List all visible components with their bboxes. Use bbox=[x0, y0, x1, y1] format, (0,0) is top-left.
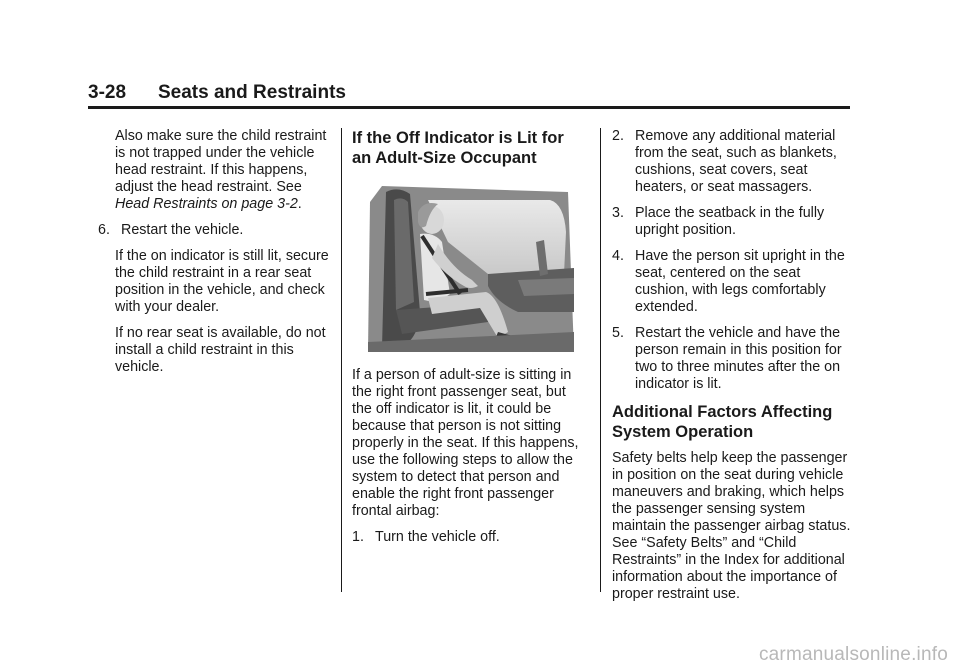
step-text: Turn the vehicle off. bbox=[375, 529, 500, 545]
step-number: 2. bbox=[612, 128, 624, 144]
paragraph-adult-occupant: If a person of adult-size is sitting in the right front passenger seat, but the off indicator is lit, it could be because that person is not sitting properly in the seat. If this happens, use the following steps to allow the system to detect that person and enable the right front passenger frontal airbag: bbox=[352, 367, 579, 519]
page-header bbox=[88, 82, 850, 104]
step-number: 6. bbox=[98, 222, 110, 238]
step-2 bbox=[612, 128, 856, 196]
column-divider bbox=[341, 128, 342, 592]
column-right bbox=[612, 128, 856, 612]
step-6 bbox=[98, 222, 336, 239]
section-title: Seats and Restraints bbox=[158, 82, 346, 103]
section-heading-off-indicator: If the Off Indicator is Lit for an Adult-Size Occupant bbox=[352, 129, 564, 167]
step-number: 1. bbox=[352, 529, 364, 545]
step-number: 3. bbox=[612, 205, 624, 221]
step-4 bbox=[612, 248, 856, 316]
cross-reference-link[interactable]: Head Restraints on page 3-2 bbox=[115, 196, 298, 212]
paragraph-no-rear-seat: If no rear seat is available, do not install a child restraint in this vehicle. bbox=[115, 325, 326, 375]
step-number: 4. bbox=[612, 248, 624, 264]
column-left bbox=[98, 128, 336, 385]
seated-passenger-illustration bbox=[368, 182, 574, 352]
page-number: 3-28 bbox=[88, 82, 127, 103]
paragraph-indicator-lit: If the on indicator is still lit, secure the child restraint in a rear seat position in the vehicle, and check with your dealer. bbox=[115, 248, 329, 315]
step-text: Restart the vehicle and have the person remain in this position for two to three minutes after the on indicator is lit. bbox=[635, 325, 842, 392]
step-text: Have the person sit upright in the seat, centered on the seat cushion, with legs comfortably extended. bbox=[635, 248, 845, 315]
step-text: Remove any additional material from the seat, such as blankets, cushions, seat covers, seat heaters, or seat massagers. bbox=[635, 128, 837, 195]
site-watermark: carmanualsonline.info bbox=[758, 644, 948, 665]
header-rule bbox=[88, 106, 850, 109]
step-text: Restart the vehicle. bbox=[121, 222, 244, 238]
paragraph-safety-belts: Safety belts help keep the passenger in position on the seat during vehicle maneuvers and braking, which helps the passenger sensing system maintain the passenger airbag status. See “Safety Belts” and “Child Restraints” in the Index for additional information about the importance of proper restraint use. bbox=[612, 450, 851, 602]
column-divider bbox=[600, 128, 601, 592]
step-text: Place the seatback in the fully upright position. bbox=[635, 205, 825, 238]
step-number: 5. bbox=[612, 325, 624, 341]
step-5 bbox=[612, 325, 856, 393]
column-middle bbox=[352, 128, 584, 555]
paragraph-head-restraint: Also make sure the child restraint is not trapped under the vehicle head restraint. If this happens, adjust the head restraint. See Head Restraints on page 3-2. bbox=[115, 128, 327, 212]
step-3 bbox=[612, 205, 856, 239]
step-1 bbox=[352, 529, 584, 546]
section-heading-additional-factors: Additional Factors Affecting System Operation bbox=[612, 403, 833, 441]
